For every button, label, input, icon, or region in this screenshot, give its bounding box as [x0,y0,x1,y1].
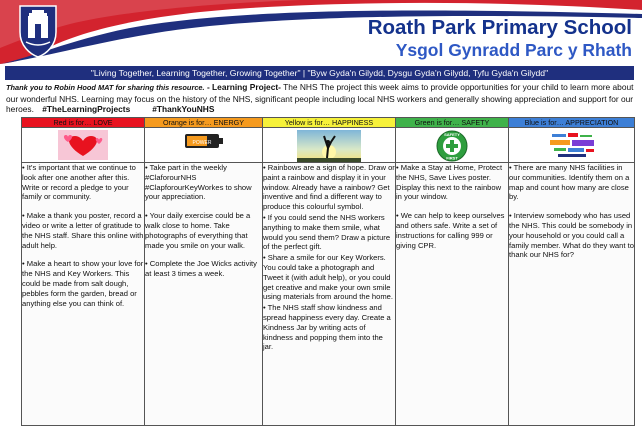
appreciation-activities [509,163,635,426]
thanks-note: Thank you to Robin Hood MAT for sharing this resource. [6,83,205,92]
list-item: • It's important that we continue to look after one another after this. Write or record a pledge to your family or community. [22,163,136,202]
appreciation-picture-cell [509,128,635,163]
list-item: • Interview somebody who has used the NHS. This could be somebody in your household or you could call a family member. What do they want to thank our NHS for? [509,211,634,260]
header-safety: Green is for… SAFETY [396,118,509,128]
first-label: FIRST [446,155,458,161]
list-item: • Make a Stay at Home, Protect the NHS, Save Lives poster. Display this next to the rainbow in your window. [396,163,503,202]
list-item: • Your daily exercise could be a walk close to home. Take photographs of everything that made you smile on your walk. [145,211,251,250]
list-item: • Rainbows are a sign of hope. Draw or paint a rainbow and display it in your window. Already have a rainbow? Get inventive and find a different way to produce this colourful symbol. [263,163,395,212]
love-picture-cell [22,128,145,163]
picture-row [22,128,635,163]
header-appreciation: Blue is for… APPRECIATION [509,118,635,128]
word-cloud-icon [546,130,598,160]
battery-label: POWER [192,140,211,146]
color-header-row [22,118,635,128]
school-header [0,0,642,64]
header-happiness: Yellow is for… HAPPINESS [263,118,396,128]
hashtag-thank-you-nhs: #ThankYouNHS [152,104,215,115]
header-energy: Orange is for… ENERGY [145,118,263,128]
header-love: Red is for… LOVE [22,118,145,128]
list-item: • Make a heart to show your love for the NHS and Key Workers. This could be made from salt dough, pebbles form the garden, bread or anything else you can think of. [22,259,144,308]
project-label: - Learning Project- [206,82,281,92]
list-item: • There are many NHS facilities in our communities. Identify them on a map and count how many are close by. [509,163,630,202]
list-item: • Share a smile for our Key Workers. You could take a photograph and Tweet it (with adult help), or you could get creative and make your own smile using materials from around the home. [263,253,394,302]
list-item: • Take part in the weekly #ClaforourNHS #ClapforourKeyWorkes to show your appreciation. [145,163,252,202]
safety-label: SAFETY [444,132,460,138]
happiness-picture-cell [263,128,396,163]
sunrise-person-icon [297,130,361,162]
happiness-activities [263,163,396,426]
hearts-icon [58,130,108,160]
list-item: • If you could send the NHS workers anything to make them smile, what would you send them? Draw a picture of the perfect gift. [263,212,391,252]
school-name-english: Roath Park Primary School [367,16,632,39]
activities-row [22,163,635,426]
intro-text: The NHS The project this week aims to provide opportunities for your child to learn more about our wonderful NHS. Learning may focus on the history of the NHS, significant people including local NHS workers and generally showing appreciation and support for our heroes. [6,82,634,115]
school-crest-logo [16,2,60,58]
battery-power-icon [184,130,224,152]
list-item: • Complete the Joe Wicks activity at least 3 times a week. [145,259,257,279]
list-item: • The NHS staff show kindness and spread happiness every day. Create a Kindness Jar by writing acts of kindness and popping them into the jar. [263,303,391,352]
list-item: • We can help to keep ourselves and others safe. Write a set of instructions for calling 999 or giving CPR. [396,211,505,250]
school-name-welsh: Ysgol Gynradd Parc y Rhath [395,40,632,60]
hashtag-learning-projects: #TheLearningProjects [42,104,131,115]
activity-grid [21,117,635,426]
energy-picture-cell [145,128,263,163]
hashtags [42,104,236,115]
energy-activities [145,163,263,426]
list-item: • Make a thank you poster, record a video or write a letter of gratitude to the NHS staff. Share this online with adult help. [22,211,144,250]
love-activities [22,163,145,426]
intro-paragraph [6,82,636,115]
safety-activities [396,163,509,426]
safety-picture-cell [396,128,509,163]
school-motto-banner: "Living Together, Learning Together, Growing Together" | "Byw Gyda'n Gilydd, Dysgu Gyda'n Gilydd, Tyfu Gyda'n Gilydd" [5,66,634,80]
safety-first-icon [436,130,468,162]
